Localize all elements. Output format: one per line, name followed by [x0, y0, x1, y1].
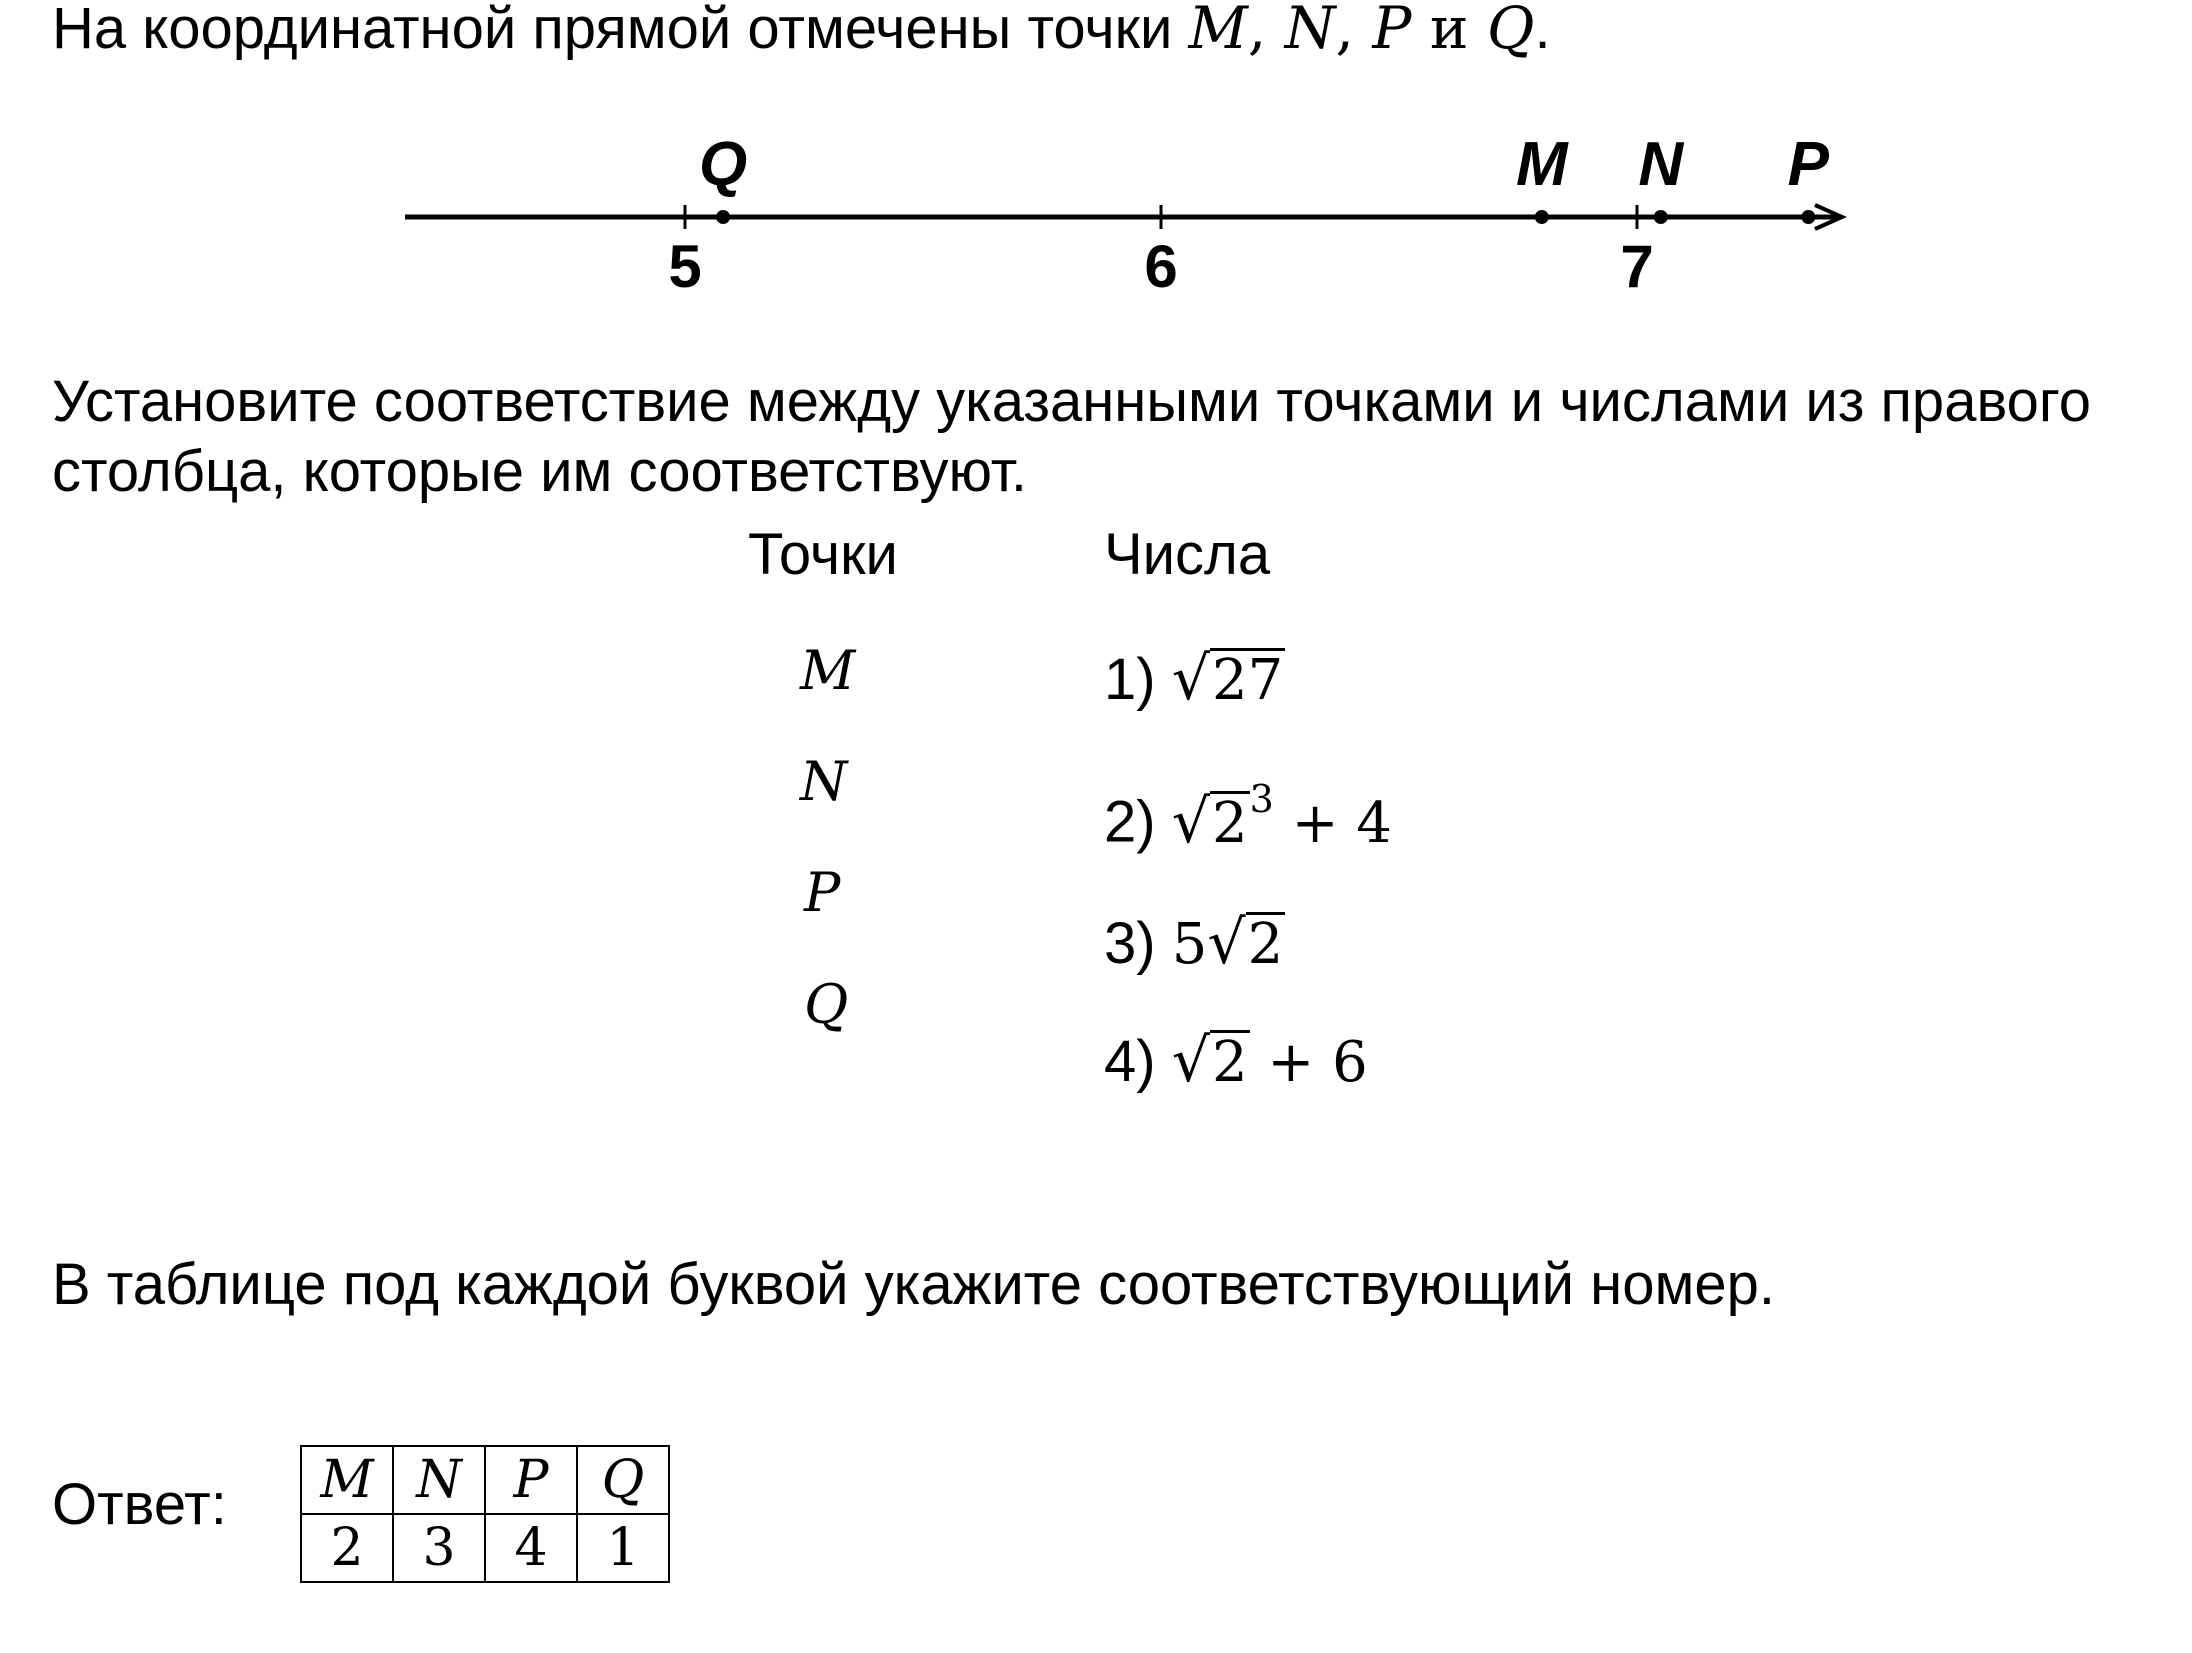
- option-2: [1104, 777, 1392, 857]
- point-label-n: N: [800, 750, 848, 813]
- point-dot-m: [1535, 210, 1549, 224]
- intro-point-m: M: [1188, 0, 1248, 62]
- option-rest: + 4: [1273, 790, 1392, 856]
- option-rest: + 6: [1249, 1030, 1368, 1095]
- intro-end: .: [1534, 0, 1551, 61]
- tick-label-5: 5: [668, 233, 702, 300]
- point-label-m: M: [1515, 130, 1568, 199]
- radicand: 27: [1211, 648, 1284, 713]
- answer-header-m: M: [301, 1446, 393, 1514]
- point-label-q: Q: [804, 973, 849, 1036]
- point-label-m: M: [800, 639, 856, 702]
- numbers-column-header: Числа: [1104, 522, 1271, 587]
- instruction-text: В таблице под каждой буквой укажите соответствующий номер.: [52, 1252, 1775, 1317]
- point-dot-n: [1654, 210, 1668, 224]
- point-label-n: N: [1638, 130, 1684, 199]
- answer-header-n: N: [393, 1446, 485, 1514]
- answer-table: [300, 1445, 670, 1583]
- task-line-2: столбца, которые им соответствуют.: [52, 439, 1027, 504]
- points-group: [699, 130, 1830, 224]
- answer-cell-p: 4: [485, 1514, 577, 1582]
- radicand: 2: [1211, 790, 1248, 856]
- sqrt-icon: √: [1171, 644, 1210, 714]
- sqrt-icon: √: [1171, 1026, 1210, 1096]
- option-number: 1): [1104, 647, 1156, 712]
- option-number: 3): [1104, 911, 1156, 976]
- point-label-p: P: [804, 861, 841, 924]
- coefficient: 5: [1171, 912, 1208, 977]
- point-dot-q: [716, 210, 730, 224]
- task-line-1: Установите соответствие между указанными точками и числами из правого: [52, 369, 2092, 434]
- intro-lead: На координатной прямой отмечены точки: [52, 0, 1189, 61]
- number-line-figure: [390, 105, 1870, 320]
- sqrt-icon: √: [1171, 786, 1210, 857]
- option-number: 2): [1104, 789, 1156, 855]
- option-1: [1104, 644, 1285, 714]
- point-dot-p: [1801, 210, 1815, 224]
- answer-label: Ответ:: [52, 1472, 227, 1537]
- answer-header-p: P: [485, 1446, 577, 1514]
- option-4: [1104, 1026, 1368, 1096]
- intro-point-q: Q: [1486, 0, 1535, 62]
- answer-value-row: [301, 1514, 669, 1582]
- power: 3: [1249, 777, 1274, 821]
- intro-sep: ,: [1335, 0, 1373, 62]
- answer-cell-n: 3: [393, 1514, 485, 1582]
- intro-sep: ,: [1247, 0, 1285, 62]
- option-number: 4): [1104, 1029, 1156, 1094]
- answer-header-q: Q: [577, 1446, 669, 1514]
- sqrt-icon: √: [1207, 908, 1246, 978]
- intro-conj: и: [1411, 0, 1487, 62]
- radicand: 2: [1211, 1030, 1248, 1095]
- answer-cell-q: 1: [577, 1514, 669, 1582]
- point-label-q: Q: [698, 130, 748, 199]
- points-column-header: Точки: [748, 522, 898, 587]
- intro-point-p: P: [1372, 0, 1412, 62]
- intro-point-n: N: [1284, 0, 1336, 62]
- tick-label-6: 6: [1144, 233, 1178, 300]
- answer-header-row: [301, 1446, 669, 1514]
- intro-text: [52, 0, 1551, 64]
- radicand: 2: [1247, 912, 1284, 977]
- point-label-p: P: [1787, 130, 1830, 199]
- option-3: [1104, 908, 1285, 978]
- tick-label-7: 7: [1620, 233, 1654, 300]
- answer-cell-m: 2: [301, 1514, 393, 1582]
